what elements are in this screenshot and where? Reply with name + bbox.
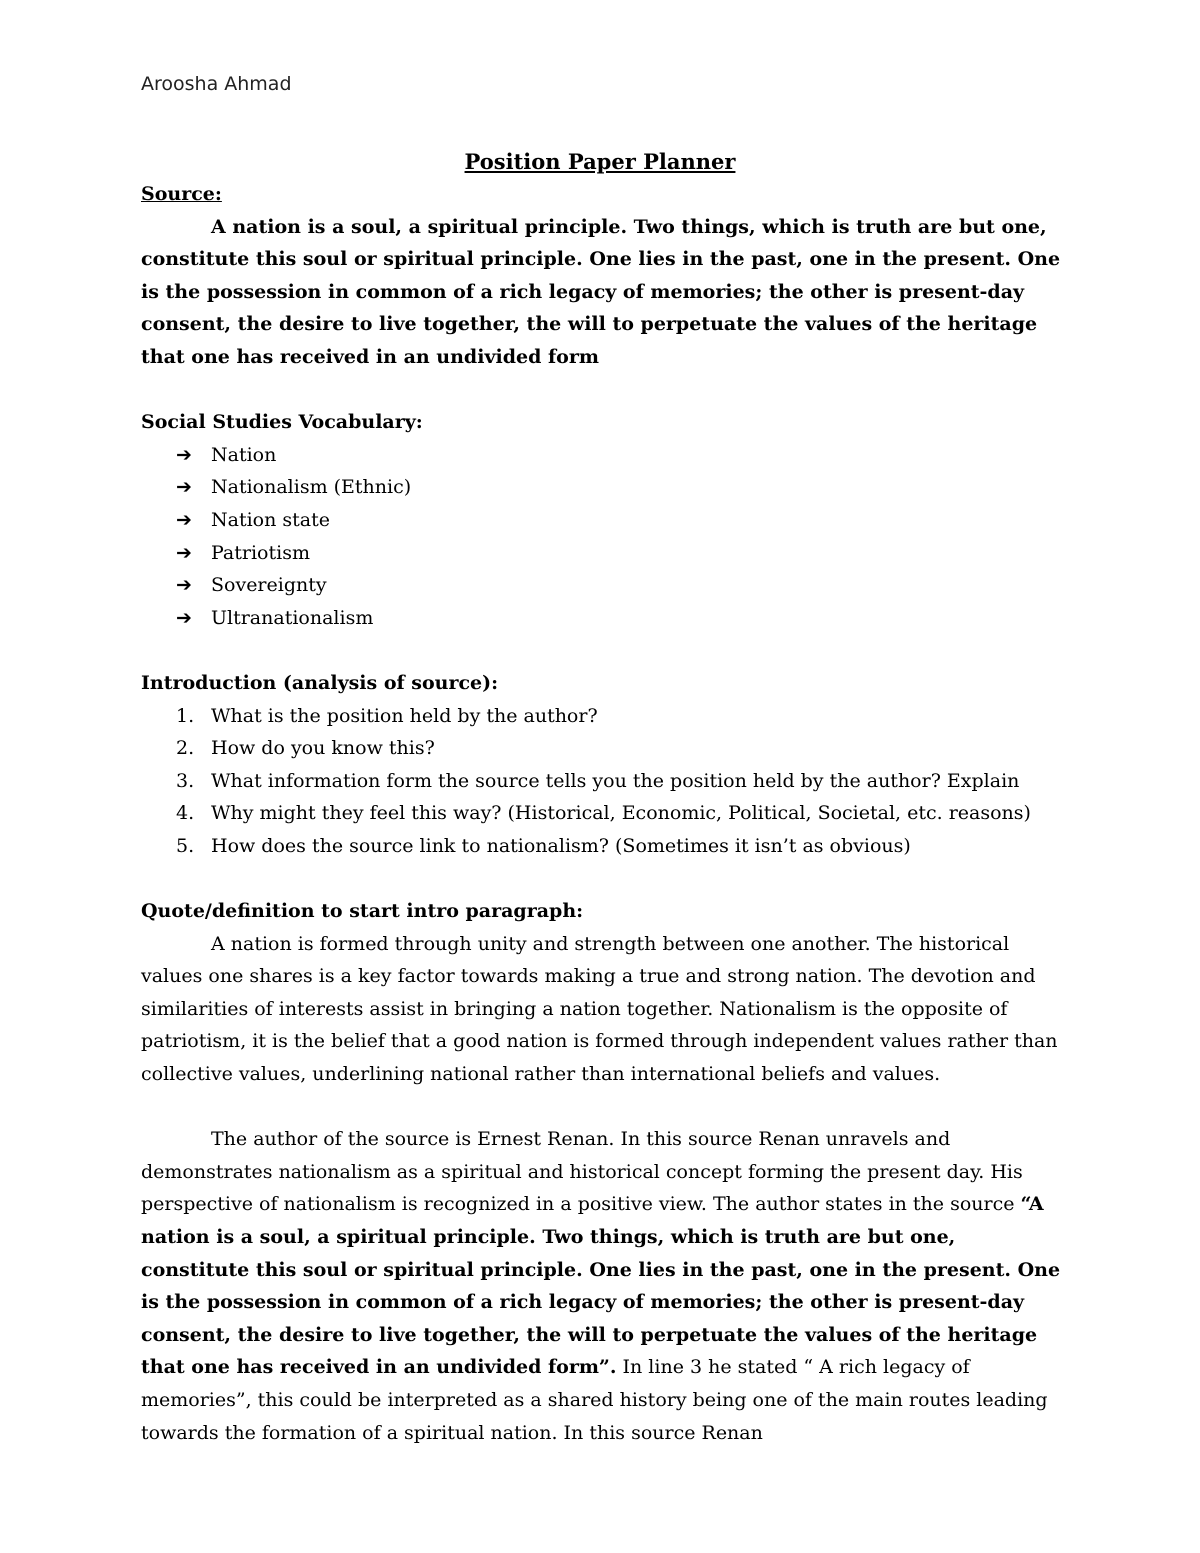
right-arrow-icon: ➔ — [176, 508, 192, 531]
list-item — [176, 830, 1061, 863]
list-item — [176, 537, 1061, 570]
question-text: How does the source link to nationalism? (Sometimes it isn’t as obvious) — [211, 834, 911, 857]
vocabulary-term: Patriotism — [211, 541, 310, 564]
introduction-heading: Introduction (analysis of source): — [141, 671, 499, 694]
question-text: What is the position held by the author? — [211, 704, 598, 727]
intro-paragraph: A nation is formed through unity and strength between one another. The historical values one shares is a key factor towards making a true and strong nation. The devotion and similarities of interests assist in bringing a nation together. Nationalism is the opposite of patriotism, it is the belief that a good nation is formed through independent values rather than collective values, underlining national rather than international beliefs and values. — [141, 932, 1058, 1086]
vocabulary-term: Nation — [211, 443, 277, 466]
source-heading: Source: — [141, 183, 222, 205]
vocabulary-list — [141, 439, 1061, 635]
page-title: Position Paper Planner — [464, 149, 736, 174]
list-item — [176, 504, 1061, 537]
item-number: 1. — [176, 704, 195, 727]
vocabulary-term: Nation state — [211, 508, 330, 531]
vocabulary-term: Sovereignty — [211, 574, 327, 597]
spacer — [141, 1091, 1061, 1124]
item-number: 2. — [176, 737, 195, 760]
list-item — [176, 765, 1061, 798]
list-item — [176, 602, 1061, 635]
vocabulary-term: Ultranationalism — [211, 606, 374, 629]
right-arrow-icon: ➔ — [176, 541, 192, 564]
list-item — [176, 439, 1061, 472]
analysis-paragraph — [141, 1123, 1061, 1449]
vocabulary-heading: Social Studies Vocabulary: — [141, 411, 423, 434]
list-item — [176, 732, 1061, 765]
vocabulary-term: Nationalism (Ethnic) — [211, 476, 412, 499]
list-item — [176, 471, 1061, 504]
analysis-quote: “A nation is a soul, a spiritual principle. Two things, which is truth are but one, constitute this soul or spiritual principle. One lies in the past, one in the present. One is the possession in common of a rich legacy of memories; the other is present-day consent, the desire to live together, the will to perpetuate the values of the heritage that one has received in an undivided form”. — [141, 1193, 1061, 1379]
list-item — [176, 569, 1061, 602]
spacer — [141, 862, 1061, 895]
item-number: 3. — [176, 769, 195, 792]
question-text: What information form the source tells you the position held by the author? Explain — [211, 769, 1020, 792]
introduction-questions — [141, 700, 1061, 863]
analysis-intro-text: The author of the source is Ernest Renan. In this source Renan unravels and demonstrates nationalism as a spiritual and historical concept forming the present day. His perspective of nationalism is recognized in a positive view. The author states in the source — [141, 1128, 1023, 1216]
item-number: 4. — [176, 802, 195, 825]
document-body — [141, 146, 1061, 1449]
source-text: A nation is a soul, a spiritual principle. Two things, which is truth are but one, constitute this soul or spiritual principle. One lies in the past, one in the present. One is the possession in common of a rich legacy of memories; the other is present-day consent, the desire to live together, the will to perpetuate the values of the heritage that one has received in an undivided form — [141, 215, 1061, 368]
right-arrow-icon: ➔ — [176, 574, 192, 597]
question-text: Why might they feel this way? (Historical, Economic, Political, Societal, etc. reasons) — [211, 802, 1031, 825]
list-item — [176, 700, 1061, 733]
author-name: Aroosha Ahmad — [141, 73, 292, 95]
item-number: 5. — [176, 834, 195, 857]
right-arrow-icon: ➔ — [176, 606, 192, 629]
quote-heading: Quote/definition to start intro paragraph: — [141, 900, 584, 923]
question-text: How do you know this? — [211, 737, 435, 760]
right-arrow-icon: ➔ — [176, 443, 192, 466]
right-arrow-icon: ➔ — [176, 476, 192, 499]
analysis-rest-text: In line 3 he stated “ A rich legacy of memories”, this could be interpreted as a shared history being one of the main routes leading towards the formation of a spiritual nation. In this source Renan — [141, 1356, 1048, 1444]
list-item — [176, 797, 1061, 830]
spacer — [141, 374, 1061, 407]
spacer — [141, 634, 1061, 667]
